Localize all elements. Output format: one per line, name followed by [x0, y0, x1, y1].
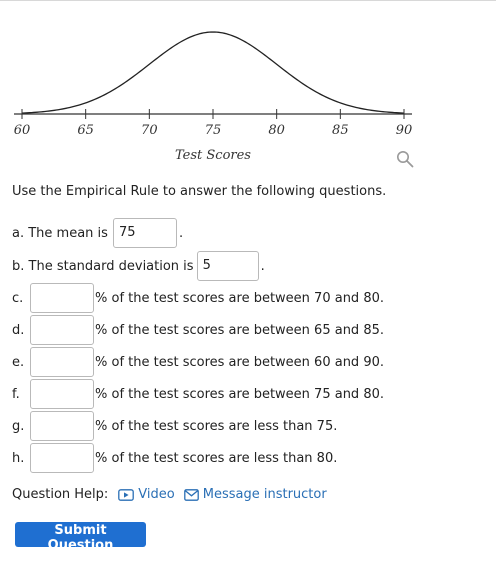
percent-question-h [12, 443, 337, 473]
percent-question-g [12, 411, 337, 441]
envelope-icon [184, 489, 199, 501]
instructions: Use the Empirical Rule to answer the following questions. [12, 184, 387, 199]
percent-question-f [12, 379, 384, 409]
question-text: % of the test scores are less than 75. [95, 418, 338, 434]
mean-label: a. The mean is [12, 225, 108, 241]
tick-label: 85 [332, 123, 349, 138]
question-text: % of the test scores are less than 80. [95, 450, 338, 466]
percent-answer-field[interactable] [30, 379, 94, 409]
mean-answer-field[interactable]: 75 [113, 218, 177, 248]
question-text: % of the test scores are between 65 and 85. [95, 322, 384, 338]
magnifier-icon[interactable] [396, 150, 414, 168]
message-instructor-label: Message instructor [202, 487, 327, 502]
video-play-icon [118, 489, 134, 501]
tick-label: 80 [268, 123, 285, 138]
std-suffix: . [260, 258, 265, 274]
mean-question [12, 218, 183, 248]
tick-label: 75 [204, 123, 222, 138]
question-letter: h. [12, 450, 25, 466]
axis-ticks [14, 109, 413, 138]
tick-label: 65 [77, 123, 94, 138]
percent-answer-field[interactable] [30, 411, 94, 441]
std-answer-field[interactable]: 5 [197, 251, 259, 281]
question-help [12, 487, 327, 502]
message-instructor-link[interactable] [184, 487, 327, 502]
bell-curve [22, 32, 404, 113]
question-letter: e. [12, 354, 25, 370]
percent-answer-field[interactable] [30, 283, 94, 313]
question-text: % of the test scores are between 75 and 80. [95, 386, 384, 402]
tick-label: 90 [395, 123, 413, 138]
std-question [12, 251, 265, 281]
percent-answer-field[interactable] [30, 315, 94, 345]
question-letter: c. [12, 290, 24, 306]
percent-answer-field[interactable] [30, 347, 94, 377]
mean-suffix: . [178, 225, 184, 241]
tick-label: 60 [13, 123, 31, 138]
percent-question-e [12, 347, 384, 377]
video-link[interactable] [118, 487, 174, 502]
submit-question-button[interactable]: Submit Question [15, 522, 146, 547]
normal-curve-graph [0, 0, 496, 170]
video-link-label: Video [138, 487, 175, 502]
percent-question-c [12, 283, 384, 313]
question-letter: f. [12, 386, 20, 402]
question-text: % of the test scores are between 70 and 80. [95, 290, 384, 306]
std-label: b. The standard deviation is [12, 258, 194, 274]
question-letter: g. [12, 418, 25, 434]
axis-title: Test Scores [175, 148, 251, 163]
tick-label: 70 [141, 123, 158, 138]
percent-question-d [12, 315, 384, 345]
question-letter: d. [12, 322, 25, 338]
question-text: % of the test scores are between 60 and 90. [95, 354, 384, 370]
percent-answer-field[interactable] [30, 443, 94, 473]
question-help-label: Question Help: [12, 487, 109, 502]
